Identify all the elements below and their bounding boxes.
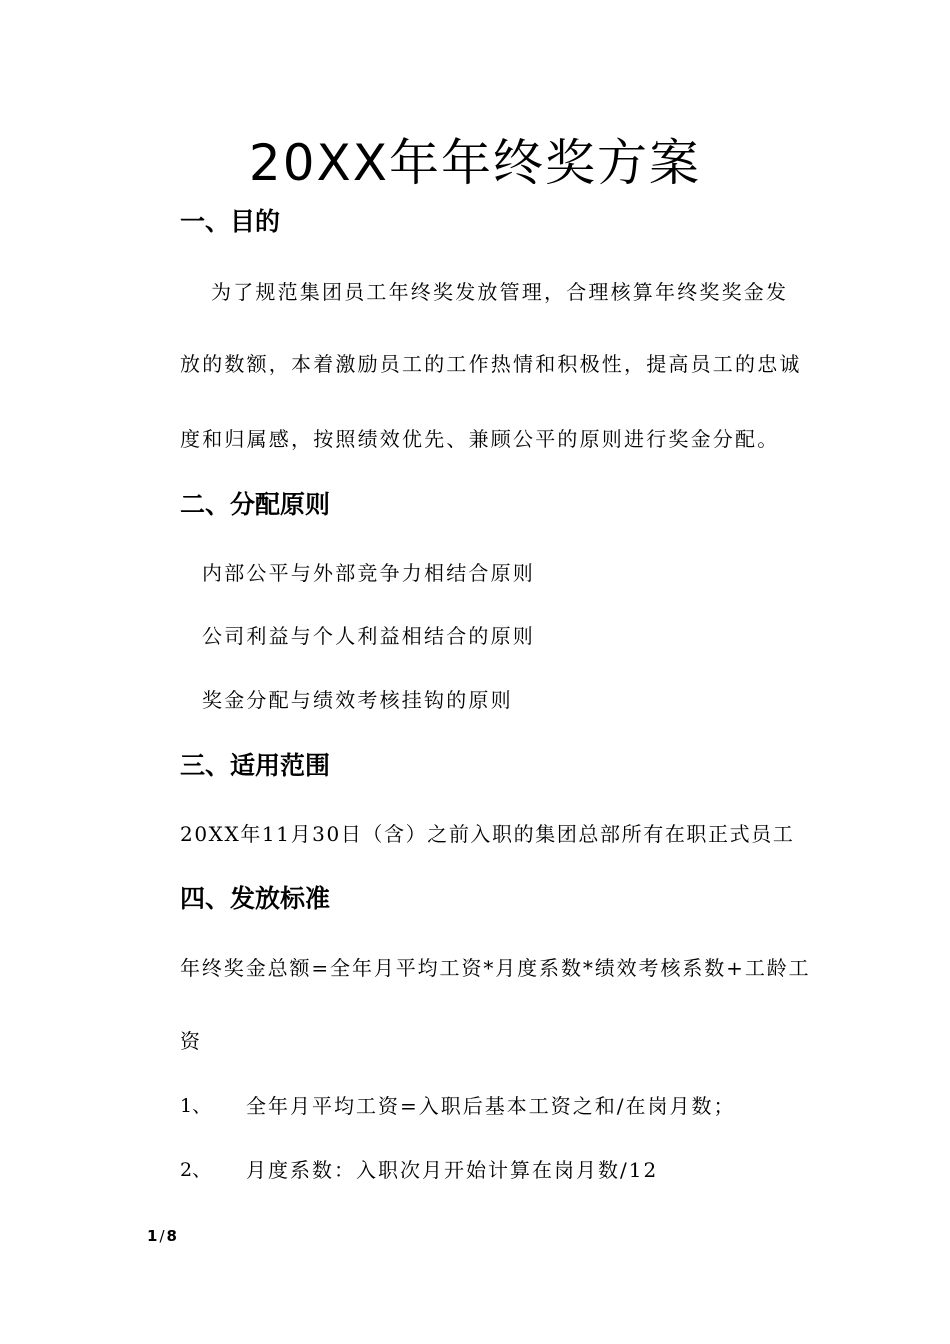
list-item-text: 全年月平均工资=入职后基本工资之和/在岗月数； xyxy=(246,1094,736,1118)
purpose-line-1: 为了规范集团员工年终奖发放管理，合理核算年终奖奖金发 xyxy=(211,280,789,304)
section-heading-principles: 二、分配原则 xyxy=(180,490,331,519)
formula-line-1: 年终奖金总额=全年月平均工资*月度系数*绩效考核系数+工龄工 xyxy=(180,956,811,980)
principle-item: 奖金分配与绩效考核挂钩的原则 xyxy=(202,688,513,712)
section-heading-scope: 三、适用范围 xyxy=(180,751,331,780)
section-heading-purpose: 一、目的 xyxy=(180,207,281,236)
list-item-number: 1、 xyxy=(180,1095,212,1117)
purpose-line-3: 度和归属感，按照绩效优先、兼顾公平的原则进行奖金分配。 xyxy=(180,427,780,451)
list-item-text: 月度系数：入职次月开始计算在岗月数/12 xyxy=(246,1158,659,1182)
document-title: 20XX年年终奖方案 xyxy=(248,134,702,192)
principle-item: 内部公平与外部竞争力相结合原则 xyxy=(202,561,535,585)
purpose-line-2: 放的数额，本着激励员工的工作热情和积极性，提高员工的忠诚 xyxy=(180,352,802,376)
formula-line-2: 资 xyxy=(180,1029,203,1053)
current-page: 1 xyxy=(147,1227,158,1245)
page-number xyxy=(147,1226,177,1246)
page-separator: / xyxy=(159,1227,165,1245)
total-pages: 8 xyxy=(166,1227,177,1245)
principle-item: 公司利益与个人利益相结合的原则 xyxy=(202,624,535,648)
section-heading-standard: 四、发放标准 xyxy=(180,884,331,913)
list-item-number: 2、 xyxy=(180,1159,212,1181)
scope-text: 20XX年11月30日（含）之前入职的集团总部所有在职正式员工 xyxy=(180,822,795,846)
